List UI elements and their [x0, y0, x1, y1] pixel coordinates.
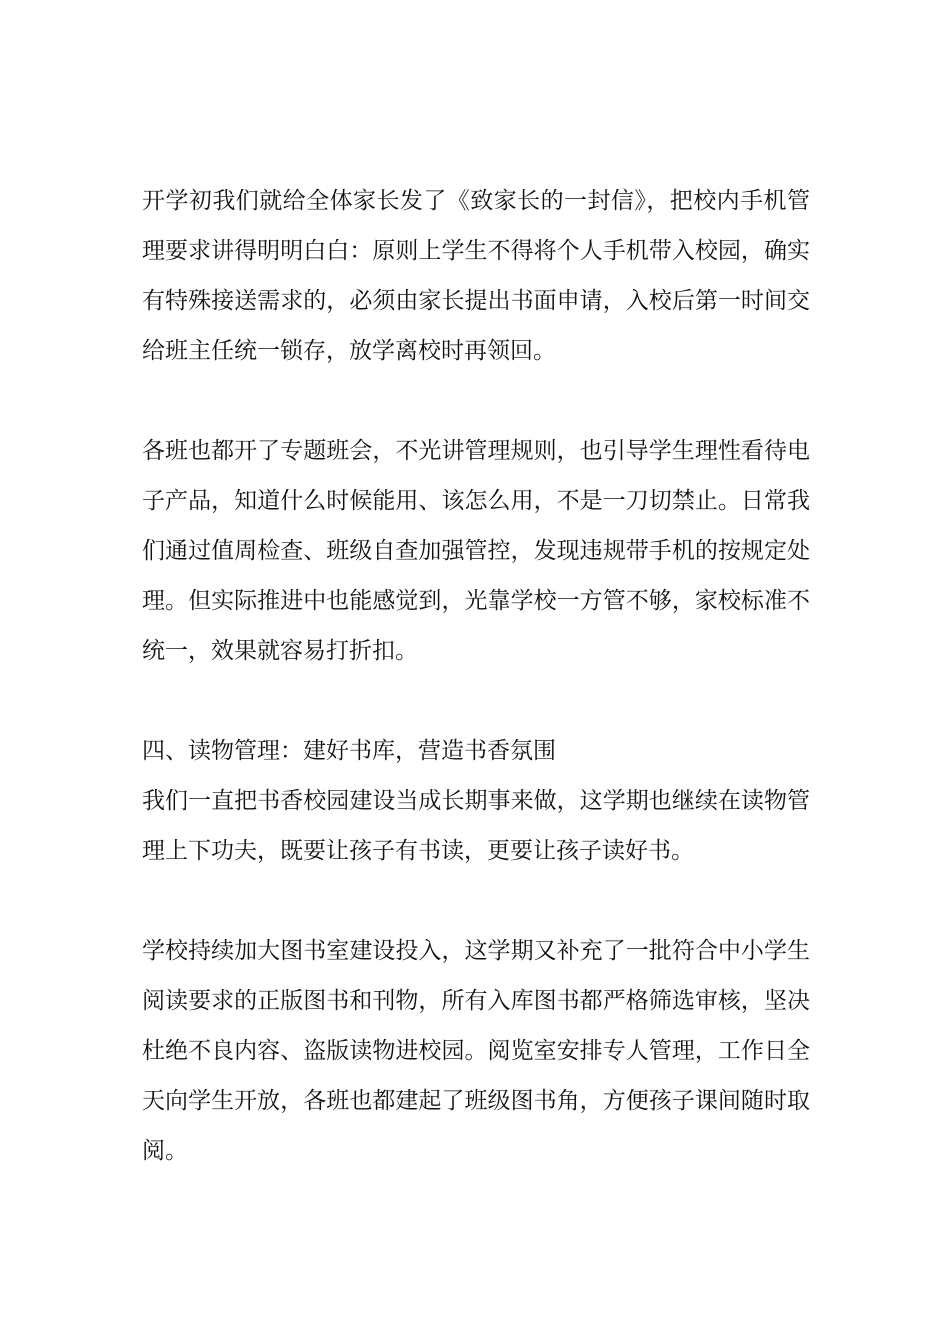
- paragraph-gap: [142, 676, 810, 726]
- document-page: [142, 176, 810, 1176]
- section-heading: 四、读物管理：建好书库，营造书香氛围: [142, 738, 556, 764]
- paragraph-library: 学校持续加大图书室建设投入，这学期又补充了一批符合中小学生阅读要求的正版图书和刊物，所有入库图书都严格筛选审核，坚决杜绝不良内容、盗版读物进校园。阅览室安排专人管理，工作日全天向学生开放，各班也都建起了班级图书角，方便孩子课间随时取阅。: [142, 938, 810, 1164]
- paragraph-class-meeting: 各班也都开了专题班会，不光讲管理规则，也引导学生理性看待电子产品，知道什么时候能用、该怎么用，不是一刀切禁止。日常我们通过值周检查、班级自查加强管控，发现违规带手机的按规定处理。但实际推进中也能感觉到，光靠学校一方管不够，家校标准不统一，效果就容易打折扣。: [142, 438, 810, 664]
- paragraph-gap: [142, 376, 810, 426]
- paragraph-gap: [142, 876, 810, 926]
- paragraph-reading-intro: 我们一直把书香校园建设当成长期事来做，这学期也继续在读物管理上下功夫，既要让孩子有书读，更要让孩子读好书。: [142, 788, 810, 864]
- paragraph-phone-letter: 开学初我们就给全体家长发了《致家长的一封信》，把校内手机管理要求讲得明明白白：原则上学生不得将个人手机带入校园，确实有特殊接送需求的，必须由家长提出书面申请，入校后第一时间交给班主任统一锁存，放学离校时再领回。: [142, 188, 810, 364]
